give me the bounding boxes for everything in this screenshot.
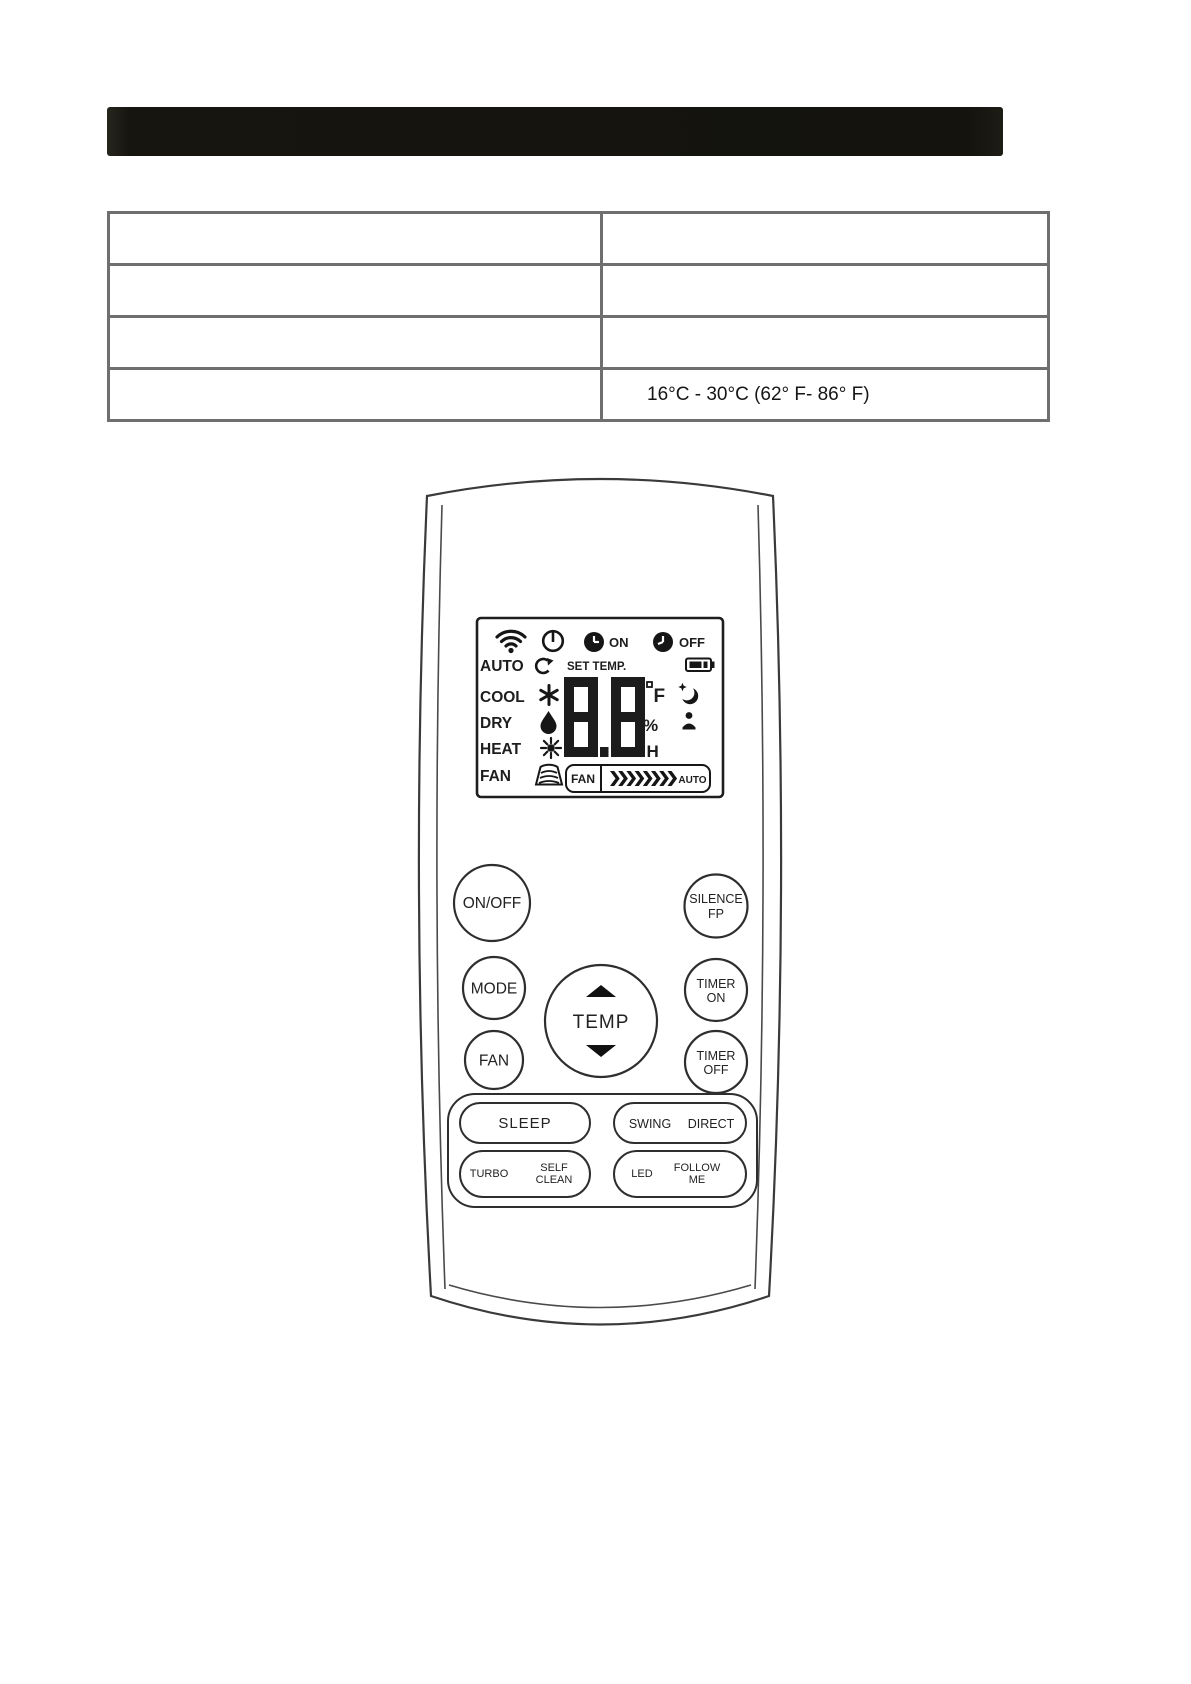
unit-hour-label: H [646, 742, 659, 761]
mode-button [463, 957, 525, 1019]
spec-cell-left [109, 369, 602, 421]
spec-cell-right [602, 317, 1049, 369]
set-temp-label: SET TEMP. [567, 661, 627, 673]
timer-off-button [685, 1031, 747, 1093]
table-row [109, 213, 1049, 265]
auto-mode-label: AUTO [480, 658, 524, 675]
silence-label: SILENCE [689, 892, 743, 906]
table-row [109, 265, 1049, 317]
timer-on-label-2: ON [706, 991, 726, 1005]
mode-fan-label: FAN [480, 768, 511, 785]
temp-button-label: TEMP [572, 1012, 630, 1033]
mode-cool-label: COOL [480, 689, 525, 706]
timer-off-label-2: OFF [703, 1063, 729, 1077]
section-header-bar [107, 107, 1003, 156]
spec-cell-right [602, 265, 1049, 317]
fp-label: FP [708, 907, 724, 921]
temp-button [545, 965, 657, 1077]
timer-off-clock-icon [653, 632, 673, 652]
on-off-button-label: ON/OFF [462, 895, 522, 912]
timer-on-clock-icon [584, 632, 604, 652]
timer-off-indicator-label: OFF [679, 635, 705, 650]
silence-fp-button [685, 875, 748, 938]
remote-control-diagram [390, 450, 810, 1365]
sleep-button [460, 1103, 590, 1143]
follow-me-label-1: FOLLOW [673, 1162, 721, 1174]
on-off-button [454, 865, 530, 941]
swing-label: SWING [628, 1117, 672, 1131]
unit-percent-label: % [643, 716, 659, 735]
table-row [109, 317, 1049, 369]
follow-me-label-2: ME [688, 1174, 706, 1186]
timer-on-indicator-label: ON [609, 635, 629, 650]
turbo-label: TURBO [469, 1168, 509, 1180]
fan-button-label: FAN [478, 1052, 510, 1070]
timer-on-label-1: TIMER [696, 977, 736, 991]
unit-f-label: F [653, 686, 666, 707]
spec-cell-left [109, 265, 602, 317]
fan-bar-label: FAN [571, 772, 595, 786]
sun-icon [541, 738, 561, 758]
timer-on-button [685, 959, 747, 1021]
mode-heat-label: HEAT [480, 741, 522, 758]
fan-button [465, 1031, 523, 1089]
sleep-button-label: SLEEP [498, 1115, 552, 1132]
spec-cell-right [602, 213, 1049, 265]
spec-table [107, 211, 1050, 422]
fan-bar-auto-label: AUTO [678, 775, 707, 786]
self-clean-label-1: SELF [540, 1162, 568, 1174]
swing-direct-button [614, 1103, 746, 1143]
mode-button-label: MODE [470, 980, 518, 998]
spec-cell-left [109, 213, 602, 265]
self-clean-label-2: CLEAN [535, 1174, 573, 1186]
mode-dry-label: DRY [480, 715, 513, 732]
digit-dot [600, 747, 609, 757]
turbo-self-clean-button [460, 1151, 590, 1197]
led-follow-me-button [614, 1151, 746, 1197]
spec-cell-temp-range: 16°C - 30°C (62° F- 86° F) [602, 369, 1049, 421]
led-label: LED [631, 1168, 653, 1180]
direct-label: DIRECT [687, 1117, 735, 1131]
spec-cell-left [109, 317, 602, 369]
timer-off-label-1: TIMER [696, 1049, 736, 1063]
table-row [109, 369, 1049, 421]
fan-speed-bar [566, 765, 710, 792]
